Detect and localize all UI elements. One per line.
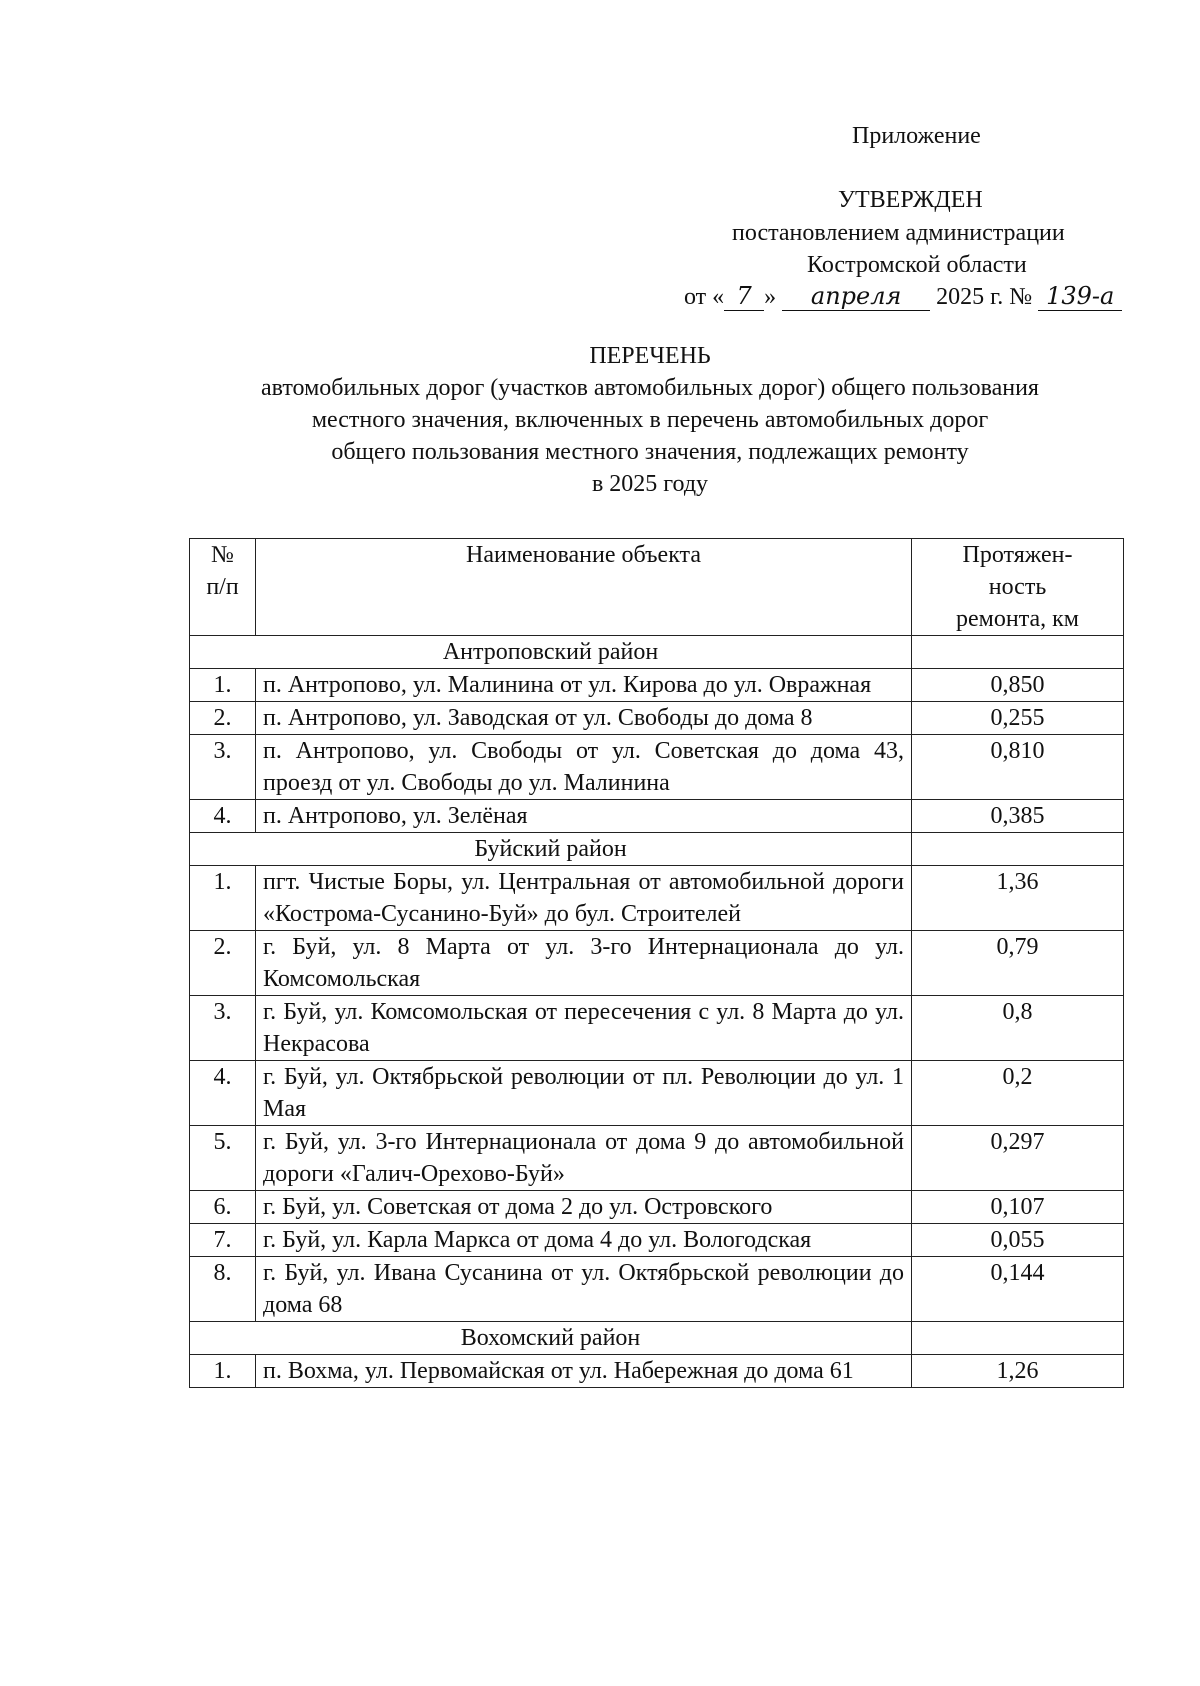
row-length: 1,26 <box>912 1355 1124 1388</box>
row-num: 4. <box>190 800 256 833</box>
table-row <box>190 702 1124 735</box>
district-empty-cell <box>912 1322 1124 1355</box>
row-object-name: п. Антропово, ул. Заводская от ул. Свободы до дома 8 <box>256 702 912 735</box>
row-num: 1. <box>190 866 256 931</box>
row-length: 0,850 <box>912 669 1124 702</box>
row-object-name: г. Буй, ул. Ивана Сусанина от ул. Октябрьской революции до дома 68 <box>256 1257 912 1322</box>
row-object-name: г. Буй, ул. Комсомольская от пересечения с ул. 8 Марта до ул. Некрасова <box>256 996 912 1061</box>
row-num: 4. <box>190 1061 256 1126</box>
row-object-name: г. Буй, ул. Советская от дома 2 до ул. Островского <box>256 1191 912 1224</box>
district-row <box>190 833 1124 866</box>
row-length: 0,055 <box>912 1224 1124 1257</box>
document-title <box>150 340 1150 500</box>
district-row <box>190 1322 1124 1355</box>
row-num: 1. <box>190 669 256 702</box>
table-row <box>190 1126 1124 1191</box>
row-num: 7. <box>190 1224 256 1257</box>
date-mid: » <box>764 284 777 310</box>
title-line4: в 2025 году <box>591 471 709 497</box>
title-line1: автомобильных дорог (участков автомобильных дорог) общего пользования <box>261 375 1039 401</box>
row-num: 5. <box>190 1126 256 1191</box>
row-num: 2. <box>190 702 256 735</box>
row-object-name: п. Антропово, ул. Свободы от ул. Советская до дома 43, проезд от ул. Свободы до ул. Малинина <box>256 735 912 800</box>
date-prefix: от « <box>684 284 725 310</box>
district-name: Вохомский район <box>190 1322 912 1355</box>
table-row <box>190 866 1124 931</box>
table-row <box>190 1257 1124 1322</box>
roads-table <box>189 538 1124 1388</box>
row-object-name: г. Буй, ул. Октябрьской революции от пл. Революции до ул. 1 Мая <box>256 1061 912 1126</box>
row-length: 0,810 <box>912 735 1124 800</box>
row-num: 3. <box>190 735 256 800</box>
district-row <box>190 636 1124 669</box>
row-object-name: п. Антропово, ул. Малинина от ул. Кирова до ул. Овражная <box>256 669 912 702</box>
row-num: 6. <box>190 1191 256 1224</box>
district-name: Буйский район <box>190 833 912 866</box>
date-year: 2025 г. № <box>936 284 1033 310</box>
header-length <box>912 539 1124 636</box>
table-row <box>190 800 1124 833</box>
appendix-label: Приложение <box>852 123 981 149</box>
district-name: Антроповский район <box>190 636 912 669</box>
row-length: 0,144 <box>912 1257 1124 1322</box>
title-line3: общего пользования местного значения, подлежащих ремонту <box>331 439 969 465</box>
row-length: 0,107 <box>912 1191 1124 1224</box>
district-empty-cell <box>912 636 1124 669</box>
header-length-line2: ность <box>988 574 1047 600</box>
table-header-row <box>190 539 1124 636</box>
header-num-line2: п/п <box>206 574 239 600</box>
date-month: апреля <box>782 282 930 311</box>
approved-label: УТВЕРЖДЕН <box>838 187 983 213</box>
row-length: 1,36 <box>912 866 1124 931</box>
table-row <box>190 1061 1124 1126</box>
row-object-name: г. Буй, ул. 8 Марта от ул. 3-го Интернационала до ул. Комсомольская <box>256 931 912 996</box>
row-num: 2. <box>190 931 256 996</box>
row-object-name: г. Буй, ул. Карла Маркса от дома 4 до ул. Вологодская <box>256 1224 912 1257</box>
row-length: 0,8 <box>912 996 1124 1061</box>
row-length: 0,255 <box>912 702 1124 735</box>
approved-by-line2: Костромской области <box>807 252 1027 278</box>
row-length: 0,385 <box>912 800 1124 833</box>
decree-number: 139-а <box>1038 282 1122 311</box>
approved-by-line1: постановлением администрации <box>732 220 1065 246</box>
header-name: Наименование объекта <box>256 539 912 636</box>
table-body <box>190 636 1124 1388</box>
title-heading: ПЕРЕЧЕНЬ <box>589 343 711 369</box>
row-length: 0,79 <box>912 931 1124 996</box>
row-object-name: п. Вохма, ул. Первомайская от ул. Набережная до дома 61 <box>256 1355 912 1388</box>
table-row <box>190 1224 1124 1257</box>
header-num <box>190 539 256 636</box>
table-row <box>190 931 1124 996</box>
date-day: 7 <box>724 282 764 311</box>
approval-date-line <box>684 281 1122 313</box>
row-length: 0,297 <box>912 1126 1124 1191</box>
title-line2: местного значения, включенных в перечень автомобильных дорог <box>311 407 989 433</box>
row-num: 8. <box>190 1257 256 1322</box>
row-num: 1. <box>190 1355 256 1388</box>
header-length-line1: Протяжен- <box>962 542 1073 568</box>
table-row <box>190 735 1124 800</box>
table-row <box>190 669 1124 702</box>
row-num: 3. <box>190 996 256 1061</box>
table-row <box>190 1191 1124 1224</box>
row-object-name: п. Антропово, ул. Зелёная <box>256 800 912 833</box>
row-object-name: пгт. Чистые Боры, ул. Центральная от автомобильной дороги «Кострома-Сусанино-Буй» до бул. Строителей <box>256 866 912 931</box>
district-empty-cell <box>912 833 1124 866</box>
row-object-name: г. Буй, ул. 3-го Интернационала от дома 9 до автомобильной дороги «Галич-Орехово-Буй» <box>256 1126 912 1191</box>
table-row <box>190 996 1124 1061</box>
header-length-line3: ремонта, км <box>956 606 1079 632</box>
table-row <box>190 1355 1124 1388</box>
header-num-line1: № <box>211 542 234 568</box>
row-length: 0,2 <box>912 1061 1124 1126</box>
